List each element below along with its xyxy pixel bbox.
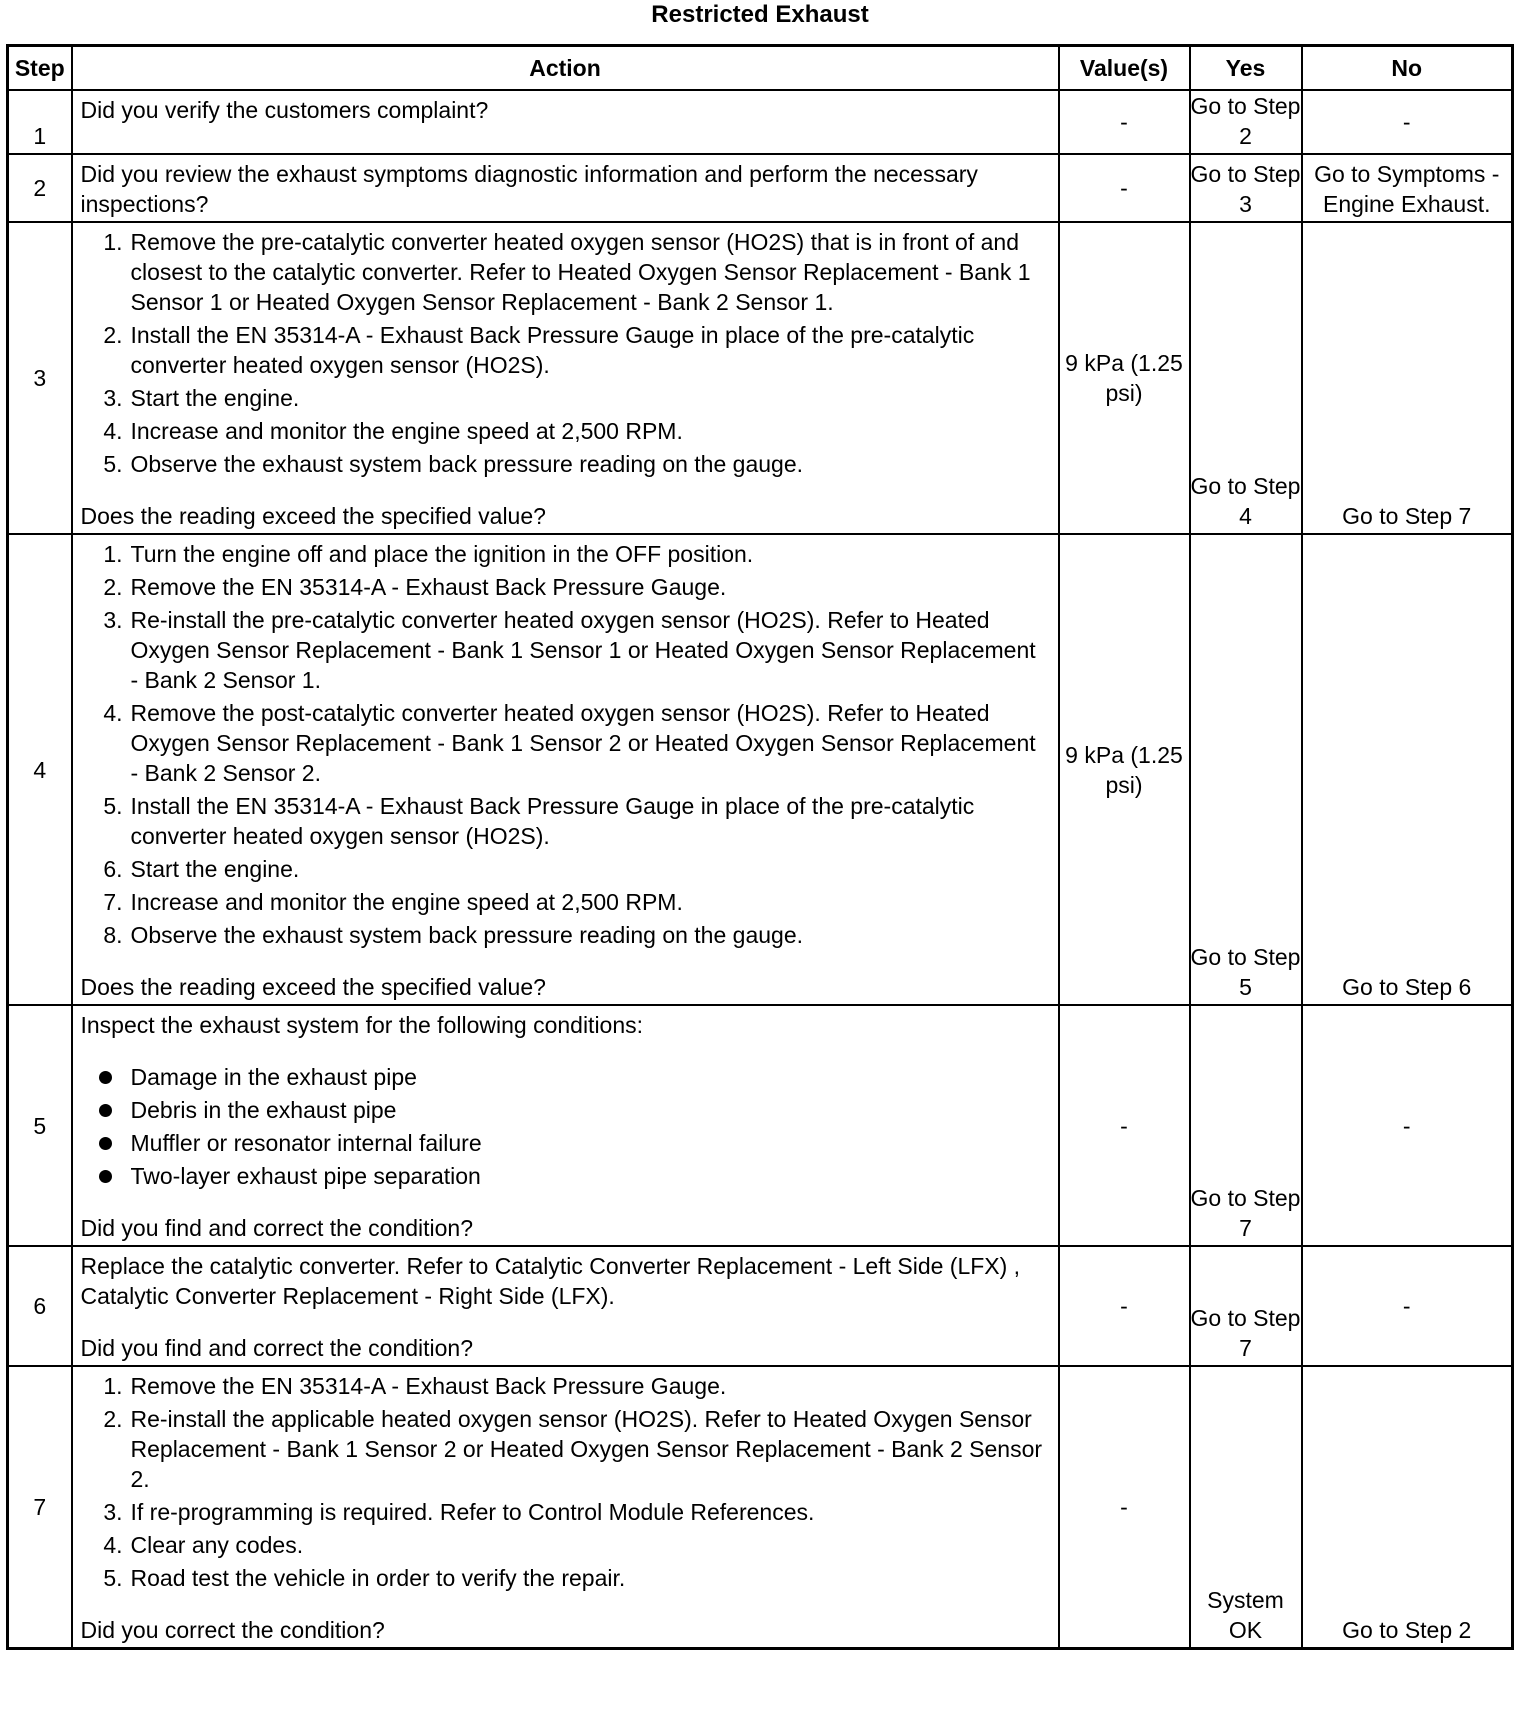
value-cell: 9 kPa (1.25 psi) [1059, 534, 1190, 1005]
action-text: Did you review the exhaust symptoms diagnostic information and perform the necessary inspections? [80, 161, 978, 217]
numbered-list [81, 539, 1050, 950]
action-cell [72, 222, 1059, 534]
page-title: Restricted Exhaust [651, 1, 869, 28]
step-number: 2 [8, 154, 72, 222]
table-row-step-7 [8, 1366, 1513, 1649]
bullet-icon [99, 1137, 112, 1150]
value-cell: - [1059, 90, 1190, 154]
table-row-step-2 [8, 154, 1513, 222]
list-item: 3. If re-programming is required. Refer to Control Module References. [103, 1499, 815, 1525]
step-number: 3 [8, 222, 72, 534]
table-row-step-6 [8, 1246, 1513, 1366]
action-cell [72, 1246, 1059, 1366]
action-cell [72, 1005, 1059, 1246]
question-text: Does the reading exceed the specified value? [80, 503, 546, 529]
list-item: 3. Re-install the pre-catalytic converter heated oxygen sensor (HO2S). Refer to Heated Oxygen Sensor Replacement - Bank 1 Sensor 1 or Heated Oxygen Sensor Replacement - Bank 2 Sensor 1. [103, 607, 1036, 693]
list-item: 2. Install the EN 35314-A - Exhaust Back Pressure Gauge in place of the pre-catalytic converter heated oxygen sensor (HO2S). [103, 322, 975, 378]
table-row-step-3 [8, 222, 1513, 534]
bullet-icon [99, 1071, 112, 1084]
list-item: 5. Observe the exhaust system back pressure reading on the gauge. [103, 451, 804, 477]
step-number: 6 [8, 1246, 72, 1366]
list-item: Debris in the exhaust pipe [81, 1095, 1050, 1125]
numbered-list [81, 227, 1050, 479]
yes-cell: Go to Step 7 [1190, 1246, 1302, 1366]
value-cell: - [1059, 1246, 1190, 1366]
action-cell [72, 1366, 1059, 1649]
question-text: Did you find and correct the condition? [80, 1335, 474, 1361]
no-cell: Go to Step 7 [1302, 222, 1513, 534]
header-values: Value(s) [1059, 46, 1190, 91]
list-item: 2. Re-install the applicable heated oxygen sensor (HO2S). Refer to Heated Oxygen Sensor Replacement - Bank 1 Sensor 2 or Heated Oxygen Sensor Replacement - Bank 2 Sensor 2. [103, 1406, 1043, 1492]
bullet-list [81, 1062, 1050, 1191]
no-cell: - [1302, 90, 1513, 154]
table-row-step-1 [8, 90, 1513, 154]
no-cell: Go to Step 6 [1302, 534, 1513, 1005]
table-row-step-4 [8, 534, 1513, 1005]
list-item: 5. Install the EN 35314-A - Exhaust Back Pressure Gauge in place of the pre-catalytic converter heated oxygen sensor (HO2S). [103, 793, 975, 849]
yes-cell: Go to Step 4 [1190, 222, 1302, 534]
bullet-icon [99, 1170, 112, 1183]
action-cell [72, 154, 1059, 222]
no-cell: Go to Symptoms - Engine Exhaust. [1302, 154, 1513, 222]
header-no: No [1302, 46, 1513, 91]
list-item: Damage in the exhaust pipe [81, 1062, 1050, 1092]
yes-cell: Go to Step 5 [1190, 534, 1302, 1005]
action-text: Replace the catalytic converter. Refer to Catalytic Converter Replacement - Left Side (LFX) , Catalytic Converter Replacement - Right Side (LFX). [80, 1253, 1021, 1309]
list-item: Muffler or resonator internal failure [81, 1128, 1050, 1158]
list-item: 1. Remove the pre-catalytic converter heated oxygen sensor (HO2S) that is in front of and closest to the catalytic converter. Refer to Heated Oxygen Sensor Replacement - Bank 1 Sensor 1 or Heated Oxygen Sensor Replacement - Bank 2 Sensor 1. [103, 229, 1031, 315]
value-cell: - [1059, 1005, 1190, 1246]
list-item: 6. Start the engine. [103, 856, 300, 882]
action-cell [72, 90, 1059, 154]
bullet-icon [99, 1104, 112, 1117]
step-number: 1 [8, 90, 72, 154]
table-row-step-5 [8, 1005, 1513, 1246]
list-item: 7. Increase and monitor the engine speed at 2,500 RPM. [103, 889, 683, 915]
value-cell: - [1059, 1366, 1190, 1649]
question-text: Does the reading exceed the specified value? [80, 974, 546, 1000]
header-yes: Yes [1190, 46, 1302, 91]
step-number: 7 [8, 1366, 72, 1649]
list-item: 1. Turn the engine off and place the ignition in the OFF position. [103, 541, 754, 567]
header-row [8, 46, 1513, 91]
action-cell [72, 534, 1059, 1005]
list-item: 4. Remove the post-catalytic converter heated oxygen sensor (HO2S). Refer to Heated Oxygen Sensor Replacement - Bank 1 Sensor 2 or Heated Oxygen Sensor Replacement - Bank 2 Sensor 2. [103, 700, 1036, 786]
header-action: Action [72, 46, 1059, 91]
header-step: Step [8, 46, 72, 91]
list-item: 3. Start the engine. [103, 385, 300, 411]
list-item: 4. Increase and monitor the engine speed at 2,500 RPM. [103, 418, 683, 444]
numbered-list [81, 1371, 1050, 1593]
list-item: Two-layer exhaust pipe separation [81, 1161, 1050, 1191]
action-text: Inspect the exhaust system for the following conditions: [80, 1012, 644, 1038]
no-cell: Go to Step 2 [1302, 1366, 1513, 1649]
list-item: 8. Observe the exhaust system back pressure reading on the gauge. [103, 922, 804, 948]
value-cell: 9 kPa (1.25 psi) [1059, 222, 1190, 534]
step-number: 4 [8, 534, 72, 1005]
yes-cell: Go to Step 3 [1190, 154, 1302, 222]
yes-cell: Go to Step 7 [1190, 1005, 1302, 1246]
action-text: Did you verify the customers complaint? [80, 97, 489, 123]
list-item: 2. Remove the EN 35314-A - Exhaust Back Pressure Gauge. [103, 574, 727, 600]
value-cell: - [1059, 154, 1190, 222]
question-text: Did you correct the condition? [80, 1617, 385, 1643]
diagnostic-table [6, 44, 1514, 1650]
list-item: 1. Remove the EN 35314-A - Exhaust Back Pressure Gauge. [103, 1373, 727, 1399]
no-cell: - [1302, 1005, 1513, 1246]
list-item: 5. Road test the vehicle in order to verify the repair. [103, 1565, 626, 1591]
yes-cell: System OK [1190, 1366, 1302, 1649]
yes-cell: Go to Step 2 [1190, 90, 1302, 154]
list-item: 4. Clear any codes. [103, 1532, 304, 1558]
no-cell: - [1302, 1246, 1513, 1366]
question-text: Did you find and correct the condition? [80, 1215, 474, 1241]
step-number: 5 [8, 1005, 72, 1246]
